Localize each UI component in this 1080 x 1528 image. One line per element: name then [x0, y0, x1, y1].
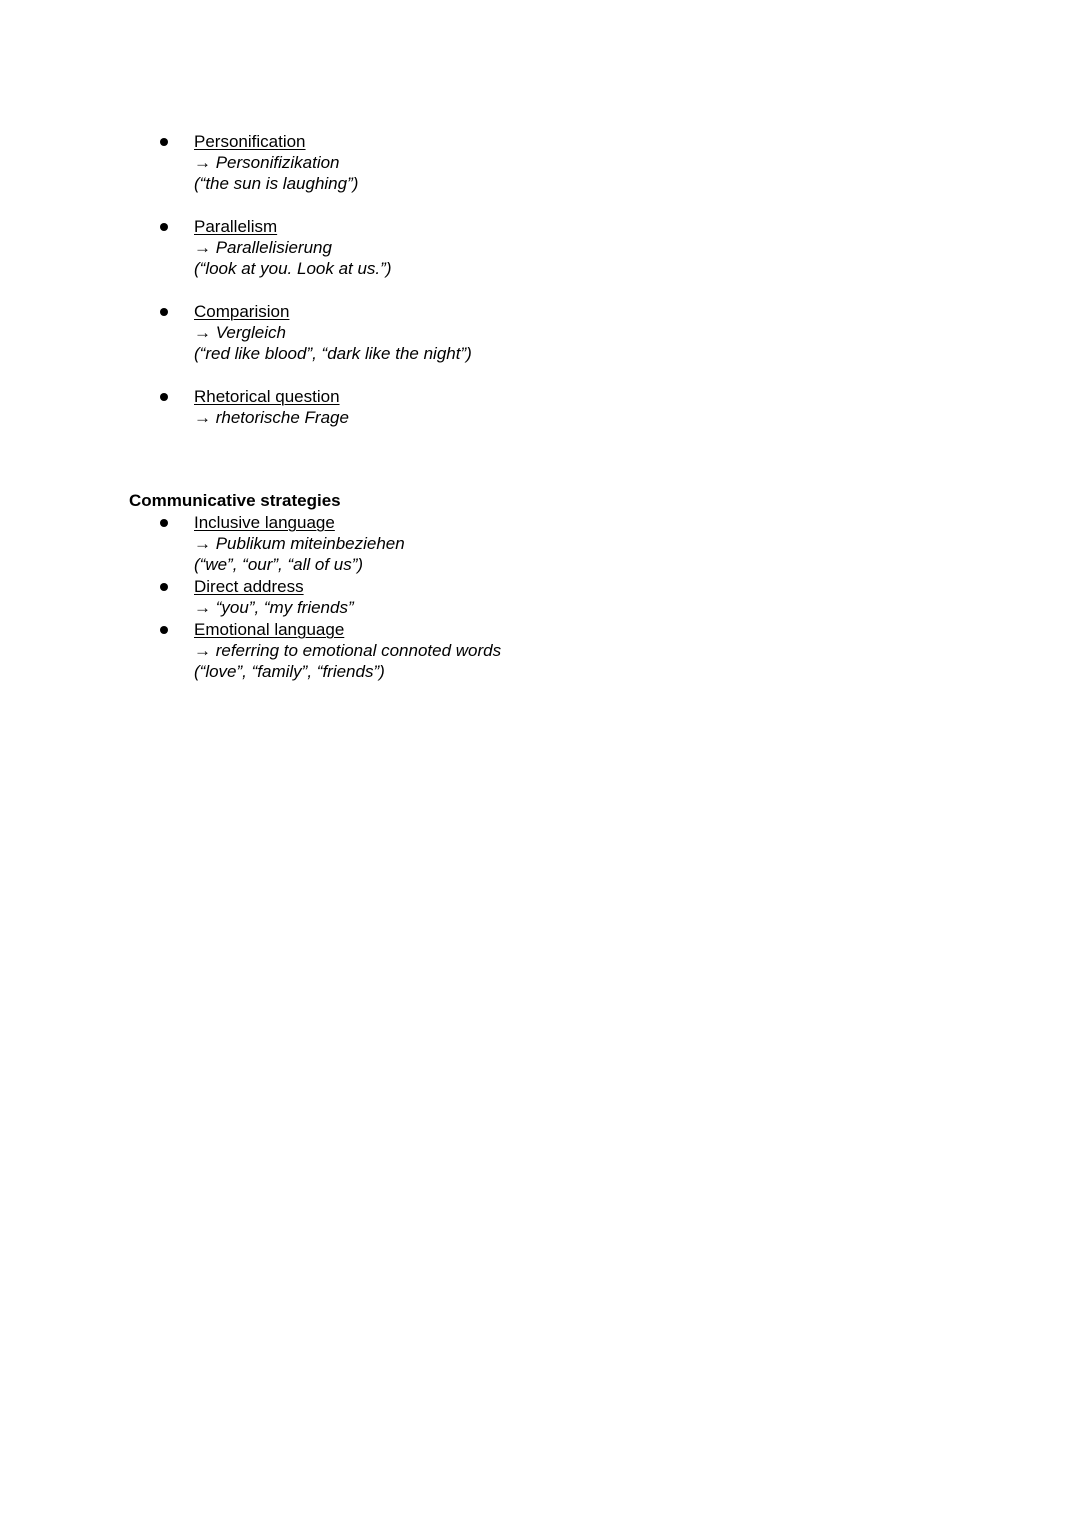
translation-text: → rhetorische Frage — [194, 408, 349, 427]
term-label: Comparision — [194, 302, 290, 321]
example-text: (“we”, “our”, “all of us”) — [194, 555, 364, 574]
translation-text: → Publikum miteinbeziehen — [194, 534, 405, 553]
translation-text: → Personifizikation — [194, 153, 340, 172]
example-text: (“look at you. Look at us.”) — [194, 259, 392, 278]
translation-text: → referring to emotional connoted words — [194, 641, 502, 660]
term-label: Direct address — [194, 577, 304, 596]
bullet-icon — [160, 138, 168, 146]
translation-text: → “you”, “my friends” — [194, 598, 354, 617]
bullet-icon — [160, 519, 168, 527]
term-label: Rhetorical question — [194, 387, 340, 406]
example-text: (“red like blood”, “dark like the night”) — [194, 344, 472, 363]
section-heading: Communicative strategies — [129, 491, 341, 510]
bullet-icon — [160, 626, 168, 634]
example-text: (“love”, “family”, “friends”) — [194, 662, 385, 681]
term-label: Parallelism — [194, 217, 278, 236]
term-label: Emotional language — [194, 620, 345, 639]
bullet-icon — [160, 583, 168, 591]
translation-text: → Parallelisierung — [194, 238, 332, 257]
term-label: Personification — [194, 132, 306, 151]
example-text: (“the sun is laughing”) — [194, 174, 359, 193]
term-label: Inclusive language — [194, 513, 335, 532]
bullet-icon — [160, 308, 168, 316]
bullet-icon — [160, 223, 168, 231]
translation-text: → Vergleich — [194, 323, 286, 342]
bullet-icon — [160, 393, 168, 401]
